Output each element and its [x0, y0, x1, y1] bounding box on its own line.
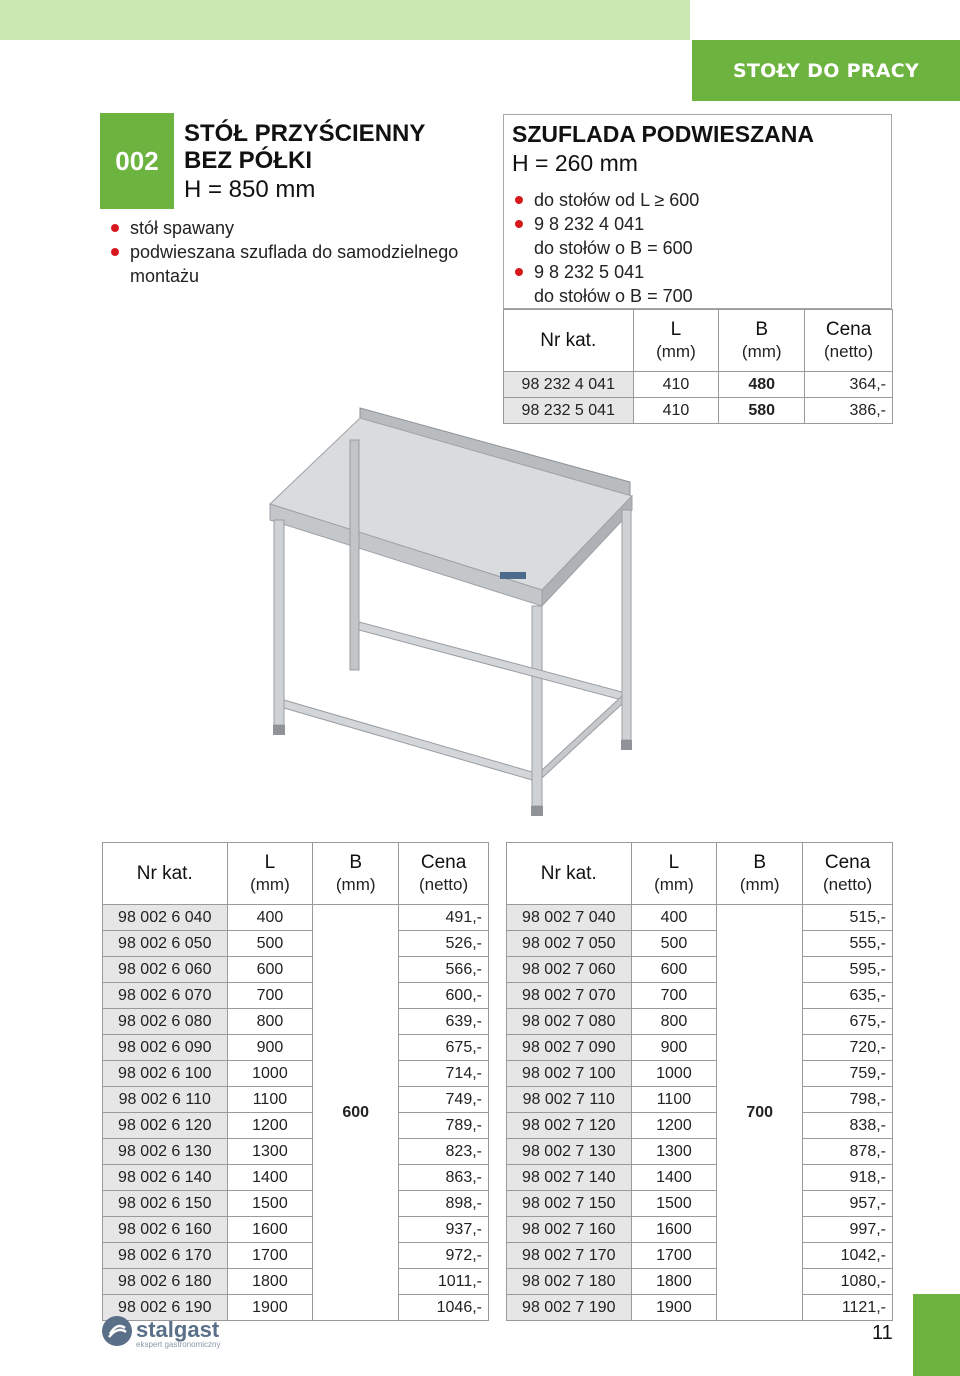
cell-l: 1900 [631, 1295, 717, 1321]
table-row [103, 1139, 489, 1165]
table-body [507, 905, 893, 1321]
table-row [507, 1191, 893, 1217]
cell-nr: 98 002 7 160 [507, 1217, 632, 1243]
table-row [103, 905, 489, 931]
cell-l: 900 [227, 1035, 313, 1061]
cell-nr: 98 002 6 060 [103, 957, 228, 983]
table-row [103, 1035, 489, 1061]
header-price: Cena (netto) [805, 310, 893, 372]
header-b: B (mm) [313, 843, 399, 905]
cell-nr: 98 002 6 050 [103, 931, 228, 957]
header-b: B (mm) [719, 310, 805, 372]
cell-price: 972,- [399, 1243, 489, 1269]
table-row [507, 1243, 893, 1269]
page-number: 11 [872, 1322, 893, 1344]
header-l: L (mm) [227, 843, 313, 905]
cell-price: 957,- [803, 1191, 893, 1217]
table-row [507, 1217, 893, 1243]
cell-nr: 98 002 6 040 [103, 905, 228, 931]
cell-l: 410 [633, 372, 719, 398]
header-nr: Nr kat. [103, 843, 228, 905]
cell-nr: 98 232 5 041 [504, 398, 634, 424]
cell-nr: 98 002 7 100 [507, 1061, 632, 1087]
product-title-line2: BEZ PÓŁKI [184, 147, 313, 174]
cell-l: 1400 [227, 1165, 313, 1191]
cell-price: 675,- [803, 1009, 893, 1035]
table-header-row [507, 843, 893, 905]
product-code-badge: 002 [100, 113, 174, 209]
cell-l: 400 [227, 905, 313, 931]
drawer-height: H = 260 mm [512, 150, 638, 176]
table-row [103, 1061, 489, 1087]
table-row [507, 931, 893, 957]
cell-l: 1200 [227, 1113, 313, 1139]
table-row [507, 1113, 893, 1139]
cell-b: 580 [719, 398, 805, 424]
cell-price: 749,- [399, 1087, 489, 1113]
cell-l: 1100 [631, 1087, 717, 1113]
product-title [184, 120, 425, 174]
cell-nr: 98 002 6 160 [103, 1217, 228, 1243]
drawer-note: 9 8 232 4 041 [504, 212, 884, 236]
cell-price: 1080,- [803, 1269, 893, 1295]
price-table-b600 [102, 842, 489, 1321]
cell-price: 823,- [399, 1139, 489, 1165]
cell-nr: 98 002 6 120 [103, 1113, 228, 1139]
table-row [504, 372, 893, 398]
cell-l: 600 [631, 957, 717, 983]
table-row [103, 1113, 489, 1139]
cell-nr: 98 002 6 170 [103, 1243, 228, 1269]
cell-price: 364,- [805, 372, 893, 398]
cell-l: 700 [227, 983, 313, 1009]
cell-l: 1300 [631, 1139, 717, 1165]
cell-nr: 98 002 6 150 [103, 1191, 228, 1217]
table-row [507, 1035, 893, 1061]
table-row [507, 1009, 893, 1035]
cell-price: 863,- [399, 1165, 489, 1191]
cell-nr: 98 002 7 040 [507, 905, 632, 931]
table-row [103, 1191, 489, 1217]
cell-price: 555,- [803, 931, 893, 957]
cell-price: 1046,- [399, 1295, 489, 1321]
brand-name: stalgast [136, 1317, 220, 1342]
section-title: STOŁY DO PRACY [692, 40, 960, 101]
cell-nr: 98 232 4 041 [504, 372, 634, 398]
cell-l: 1400 [631, 1165, 717, 1191]
table-row [103, 1087, 489, 1113]
cell-price: 526,- [399, 931, 489, 957]
cell-price: 798,- [803, 1087, 893, 1113]
cell-l: 1600 [631, 1217, 717, 1243]
cell-l: 1100 [227, 1087, 313, 1113]
product-title-line1: STÓŁ PRZYŚCIENNY [184, 120, 426, 147]
cell-nr: 98 002 6 080 [103, 1009, 228, 1035]
cell-nr: 98 002 7 090 [507, 1035, 632, 1061]
cell-nr: 98 002 7 130 [507, 1139, 632, 1165]
table-row [507, 1295, 893, 1321]
header-nr: Nr kat. [504, 310, 634, 372]
drawer-note: do stołów od L ≥ 600 [504, 188, 884, 212]
table-row [507, 1269, 893, 1295]
table-row [507, 1087, 893, 1113]
cell-price: 386,- [805, 398, 893, 424]
cell-l: 1800 [227, 1269, 313, 1295]
feature-item: podwieszana szuflada do samodzielnego [100, 240, 490, 264]
cell-price: 759,- [803, 1061, 893, 1087]
cell-l: 1900 [227, 1295, 313, 1321]
cell-price: 491,- [399, 905, 489, 931]
cell-nr: 98 002 7 050 [507, 931, 632, 957]
cell-l: 1000 [227, 1061, 313, 1087]
cell-l: 500 [227, 931, 313, 957]
cell-nr: 98 002 6 070 [103, 983, 228, 1009]
brand-tagline: ekspert gastronomiczny [136, 1340, 221, 1349]
table-row [507, 1139, 893, 1165]
table-row [103, 957, 489, 983]
cell-price: 937,- [399, 1217, 489, 1243]
feature-item-continued: montażu [130, 266, 200, 286]
cell-nr: 98 002 7 110 [507, 1087, 632, 1113]
cell-l: 700 [631, 983, 717, 1009]
header-price: Cena (netto) [803, 843, 893, 905]
cell-price: 789,- [399, 1113, 489, 1139]
cell-l: 1700 [227, 1243, 313, 1269]
cell-l: 1500 [227, 1191, 313, 1217]
header-price: Cena (netto) [399, 843, 489, 905]
table-header-row [103, 843, 489, 905]
drawer-note: 9 8 232 5 041 [504, 260, 884, 284]
cell-l: 900 [631, 1035, 717, 1061]
cell-l: 1800 [631, 1269, 717, 1295]
table-row [103, 1009, 489, 1035]
cell-l: 1700 [631, 1243, 717, 1269]
cell-nr: 98 002 7 080 [507, 1009, 632, 1035]
cell-l: 1000 [631, 1061, 717, 1087]
cell-l: 1600 [227, 1217, 313, 1243]
cell-price: 838,- [803, 1113, 893, 1139]
product-height: H = 850 mm [184, 176, 316, 203]
cell-nr: 98 002 7 180 [507, 1269, 632, 1295]
cell-l: 400 [631, 905, 717, 931]
cell-nr: 98 002 6 130 [103, 1139, 228, 1165]
table-row [103, 983, 489, 1009]
price-table-b700 [506, 842, 893, 1321]
cell-price: 675,- [399, 1035, 489, 1061]
cell-nr: 98 002 6 180 [103, 1269, 228, 1295]
cell-l: 500 [631, 931, 717, 957]
drawer-note-sub: do stołów o B = 600 [534, 238, 693, 258]
cell-price: 515,- [803, 905, 893, 931]
corner-decor [913, 1294, 960, 1376]
cell-nr: 98 002 7 060 [507, 957, 632, 983]
header-l: L (mm) [633, 310, 719, 372]
table-row [507, 983, 893, 1009]
cell-l: 1300 [227, 1139, 313, 1165]
cell-nr: 98 002 7 150 [507, 1191, 632, 1217]
cell-b-merged: 700 [717, 905, 803, 1321]
cell-l: 410 [633, 398, 719, 424]
cell-price: 566,- [399, 957, 489, 983]
table-row [103, 1269, 489, 1295]
cell-price: 1121,- [803, 1295, 893, 1321]
cell-price: 720,- [803, 1035, 893, 1061]
cell-l: 800 [631, 1009, 717, 1035]
cell-price: 1042,- [803, 1243, 893, 1269]
table-row [507, 957, 893, 983]
drawer-note-sub: do stołów o B = 700 [534, 286, 693, 306]
cell-nr: 98 002 6 100 [103, 1061, 228, 1087]
cell-b: 480 [719, 372, 805, 398]
cell-nr: 98 002 7 070 [507, 983, 632, 1009]
cell-nr: 98 002 6 090 [103, 1035, 228, 1061]
header-l: L (mm) [631, 843, 717, 905]
cell-price: 878,- [803, 1139, 893, 1165]
feature-item: stół spawany [100, 216, 490, 240]
top-decor-bar [0, 0, 690, 40]
header-b: B (mm) [717, 843, 803, 905]
cell-nr: 98 002 6 140 [103, 1165, 228, 1191]
cell-l: 600 [227, 957, 313, 983]
header-nr: Nr kat. [507, 843, 632, 905]
cell-price: 898,- [399, 1191, 489, 1217]
cell-price: 600,- [399, 983, 489, 1009]
cell-price: 918,- [803, 1165, 893, 1191]
cell-l: 800 [227, 1009, 313, 1035]
cell-nr: 98 002 6 190 [103, 1295, 228, 1321]
table-row [103, 1165, 489, 1191]
table-row [103, 931, 489, 957]
cell-price: 714,- [399, 1061, 489, 1087]
cell-price: 595,- [803, 957, 893, 983]
cell-nr: 98 002 7 190 [507, 1295, 632, 1321]
cell-nr: 98 002 7 140 [507, 1165, 632, 1191]
cell-price: 639,- [399, 1009, 489, 1035]
table-row [507, 905, 893, 931]
cell-nr: 98 002 7 120 [507, 1113, 632, 1139]
table-row [103, 1243, 489, 1269]
table-row [507, 1061, 893, 1087]
drawer-title: SZUFLADA PODWIESZANA [512, 121, 814, 147]
table-body [103, 905, 489, 1321]
steel-table-illustration [250, 400, 670, 820]
table-header-row [504, 310, 893, 372]
cell-nr: 98 002 6 110 [103, 1087, 228, 1113]
cell-l: 1500 [631, 1191, 717, 1217]
cell-nr: 98 002 7 170 [507, 1243, 632, 1269]
product-features [100, 216, 490, 288]
cell-price: 635,- [803, 983, 893, 1009]
cell-price: 1011,- [399, 1269, 489, 1295]
table-row [103, 1217, 489, 1243]
cell-l: 1200 [631, 1113, 717, 1139]
cell-price: 997,- [803, 1217, 893, 1243]
drawer-notes [504, 188, 884, 308]
table-row [507, 1165, 893, 1191]
cell-b-merged: 600 [313, 905, 399, 1321]
